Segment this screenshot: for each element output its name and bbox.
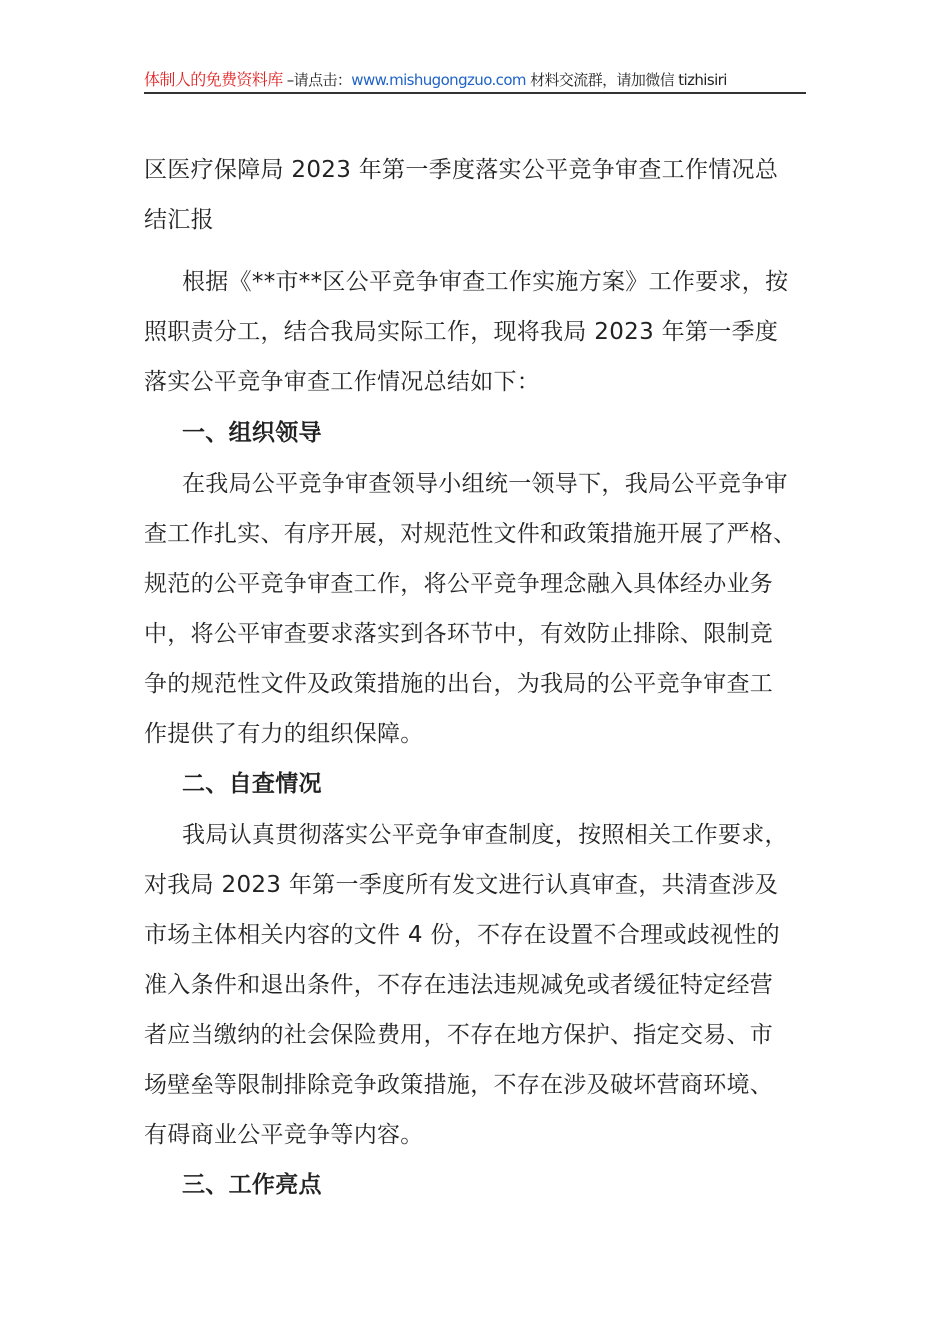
section-heading: 三、工作亮点 [182,1172,322,1198]
paragraph-line: 市场主体相关内容的文件 4 份，不存在设置不合理或歧视性的 [144,922,780,948]
paragraph-line: 争的规范性文件及政策措施的出台，为我局的公平竞争审查工 [144,671,774,697]
paragraph-line: 有碍商业公平竞争等内容。 [144,1122,424,1148]
paragraph-line: 作提供了有力的组织保障。 [144,721,424,747]
page-header [144,68,806,94]
paragraph-line: 根据《**市**区公平竞争审查工作实施方案》工作要求，按 [182,269,789,295]
paragraph-line: 准入条件和退出条件，不存在违法违规减免或者缓征特定经营 [144,972,774,998]
header-link[interactable]: www.mishugongzuo.com [351,71,526,89]
paragraph-line: 照职责分工，结合我局实际工作，现将我局 2023 年第一季度 [144,319,779,345]
paragraph-line: 者应当缴纳的社会保险费用，不存在地方保护、指定交易、市 [144,1022,774,1048]
header-tail: 材料交流群，请加微信 tizhisiri [525,71,727,89]
title-line: 结汇报 [144,207,214,233]
paragraph-line: 对我局 2023 年第一季度所有发文进行认真审查，共清查涉及 [144,872,779,898]
section-heading: 一、组织领导 [182,420,322,446]
paragraph-line: 场壁垒等限制排除竞争政策措施，不存在涉及破坏营商环境、 [144,1072,774,1098]
paragraph-line: 我局认真贯彻落实公平竞争审查制度，按照相关工作要求， [182,822,788,848]
paragraph-line: 在我局公平竞争审查领导小组统一领导下，我局公平竞争审 [182,471,788,497]
paragraph-line: 中，将公平审查要求落实到各环节中，有效防止排除、限制竞 [144,621,774,647]
header-prompt: –请点击： [282,71,352,89]
paragraph-line: 落实公平竞争审查工作情况总结如下： [144,369,541,395]
header-brand: 体制人的免费资料库 [144,70,283,89]
paragraph-line: 查工作扎实、有序开展，对规范性文件和政策措施开展了严格、 [144,521,797,547]
title-line: 区医疗保障局 2023 年第一季度落实公平竞争审查工作情况总 [144,157,779,183]
paragraph-line: 规范的公平竞争审查工作，将公平竞争理念融入具体经办业务 [144,571,774,597]
section-heading: 二、自查情况 [182,771,322,797]
